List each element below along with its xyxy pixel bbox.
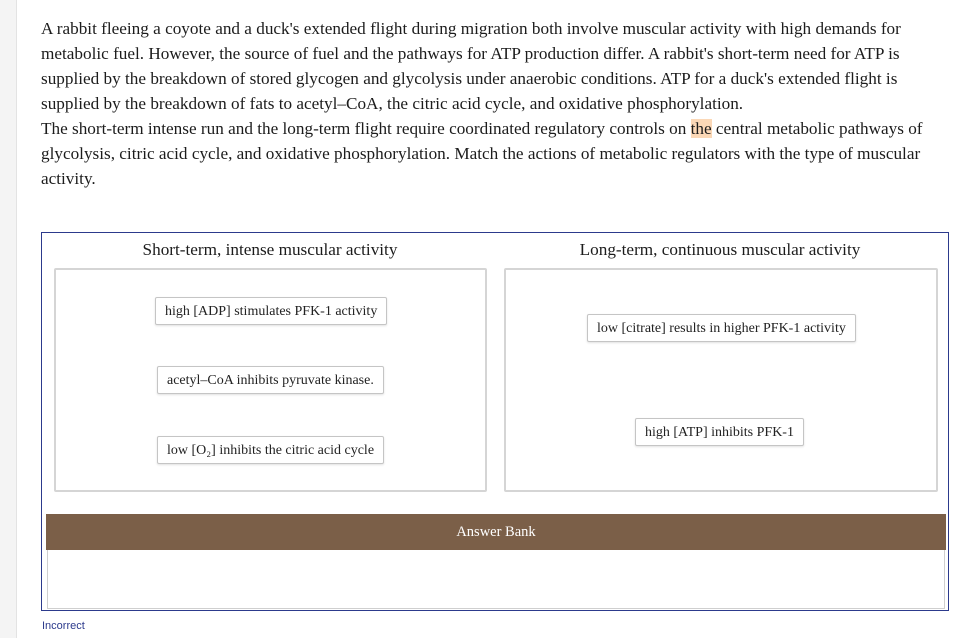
short-term-drop-zone[interactable] bbox=[54, 268, 487, 492]
answer-bank-header: Answer Bank bbox=[46, 514, 946, 550]
long-term-zone-title: Long-term, continuous muscular activity bbox=[579, 240, 861, 259]
answer-chip[interactable]: high [ATP] inhibits PFK-1 bbox=[635, 418, 804, 446]
question-text bbox=[41, 16, 951, 191]
left-gutter bbox=[0, 0, 17, 638]
answer-chip[interactable]: acetyl–CoA inhibits pyruvate kinase. bbox=[157, 366, 384, 394]
long-term-drop-zone[interactable] bbox=[504, 268, 938, 492]
question-paragraph-2-start: The short-term intense run and the long-term flight require coordinated regulatory controls on bbox=[41, 119, 691, 138]
answer-chip[interactable]: low [O₂] inhibits the citric acid cycle bbox=[157, 436, 384, 464]
answer-chip[interactable]: high [ADP] stimulates PFK-1 activity bbox=[155, 297, 387, 325]
question-paragraph-2-end: central metabolic pathways of glycolysis, citric acid cycle, and oxidative phosphorylation. Match the actions of metabolic regulators with the type of muscular activity. bbox=[41, 119, 923, 188]
highlighted-word: the bbox=[690, 119, 712, 138]
status-label: Incorrect bbox=[42, 620, 85, 632]
drag-drop-panel bbox=[41, 232, 949, 611]
question-paragraph-2 bbox=[41, 116, 951, 191]
answer-bank-area[interactable] bbox=[47, 550, 945, 609]
short-term-zone-title: Short-term, intense muscular activity bbox=[142, 240, 398, 259]
question-paragraph-1: A rabbit fleeing a coyote and a duck's extended flight during migration both involve muscular activity with high demands for metabolic fuel. However, the source of fuel and the pathways for ATP production differ. A rabbit's short-term need for ATP is supplied by the breakdown of stored glycogen and glycolysis under anaerobic conditions. ATP for a duck's extended flight is supplied by the breakdown of fats to acetyl–CoA, the citric acid cycle, and oxidative phosphorylation. bbox=[41, 19, 901, 113]
answer-chip[interactable]: low [citrate] results in higher PFK-1 activity bbox=[587, 314, 856, 342]
